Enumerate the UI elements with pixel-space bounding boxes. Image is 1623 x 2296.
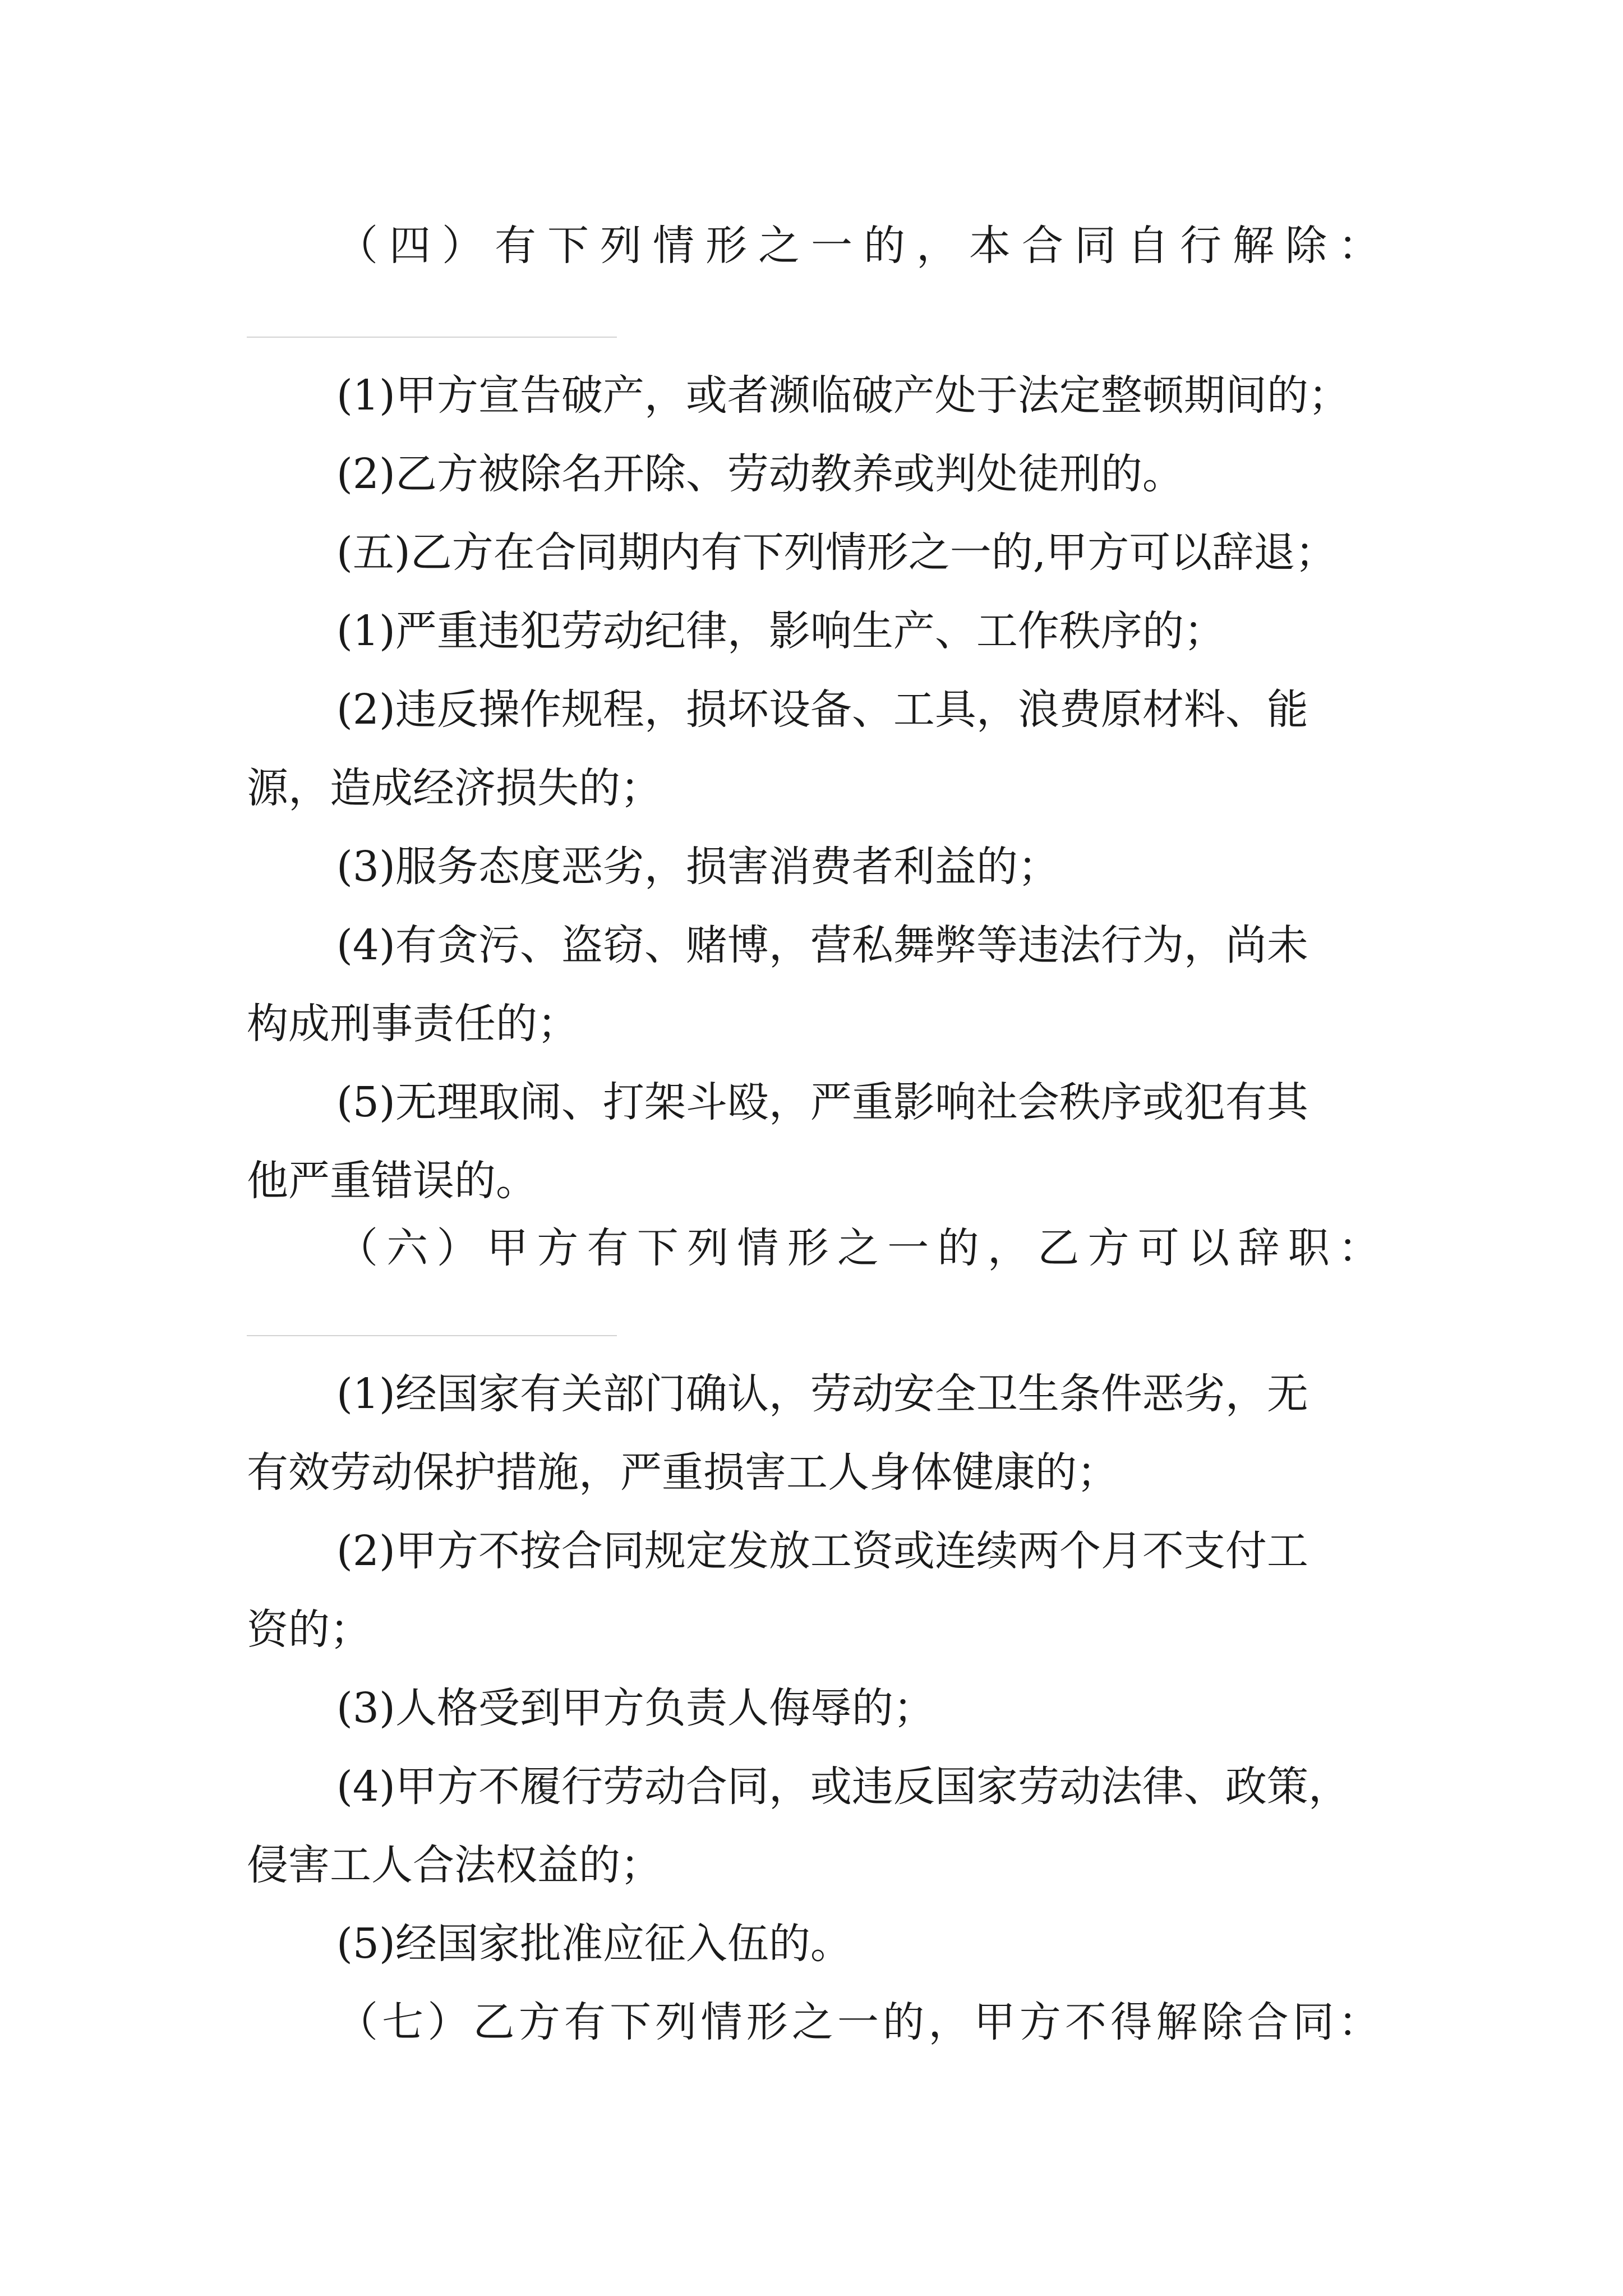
section-5-item-5-line-1: (5)无理取闹、打架斗殴，严重影响社会秩序或犯有其	[336, 1078, 1308, 1126]
section-5-item-3: (3)服务态度恶劣，损害消费者利益的；	[336, 843, 1059, 891]
section-4-item-2: (2)乙方被除名开除、劳动教养或判处徒刑的。	[336, 450, 1184, 498]
divider-rule	[247, 1335, 617, 1336]
section-6-item-2-line-1: (2)甲方不按合同规定发放工资或连续两个月不支付工	[336, 1527, 1308, 1575]
section-6-item-4-line-2: 侵害工人合法权益的；	[247, 1841, 662, 1889]
section-6-item-3: (3)人格受到甲方负责人侮辱的；	[336, 1684, 935, 1732]
section-4-item-1: (1)甲方宣告破产，或者濒临破产处于法定整顿期间的；	[336, 371, 1350, 420]
section-4-heading: （四）有下列情形之一的，本合同自行解除：	[336, 222, 1380, 270]
section-6-item-4-line-1: (4)甲方不履行劳动合同，或违反国家劳动法律、政策，	[336, 1763, 1350, 1811]
section-7-heading: （七）乙方有下列情形之一的，甲方不得解除合同：	[336, 1998, 1380, 2046]
section-5-item-2-line-1: (2)违反操作规程，损坏设备、工具，浪费原材料、能	[336, 685, 1308, 734]
divider-rule	[247, 337, 617, 338]
section-6-item-1-line-2: 有效劳动保护措施，严重损害工人身体健康的；	[247, 1448, 1118, 1497]
section-5-heading: (五)乙方在合同期内有下列情形之一的,甲方可以辞退；	[336, 528, 1337, 577]
section-6-item-1-line-1: (1)经国家有关部门确认，劳动安全卫生条件恶劣，无	[336, 1370, 1308, 1418]
section-5-item-4-line-1: (4)有贪污、盗窃、赌博，营私舞弊等违法行为，尚未	[336, 921, 1308, 969]
section-5-item-5-line-2: 他严重错误的。	[247, 1157, 537, 1205]
section-5-item-2-line-2: 源，造成经济损失的；	[247, 764, 662, 812]
section-5-item-1: (1)严重违犯劳动纪律，影响生产、工作秩序的；	[336, 607, 1225, 655]
section-6-heading: （六）甲方有下列情形之一的，乙方可以辞职：	[336, 1224, 1380, 1272]
section-5-item-4-line-2: 构成刑事责任的；	[247, 1000, 579, 1048]
section-6-item-2-line-2: 资的；	[247, 1605, 371, 1654]
section-6-item-5: (5)经国家批准应征入伍的。	[336, 1920, 852, 1968]
